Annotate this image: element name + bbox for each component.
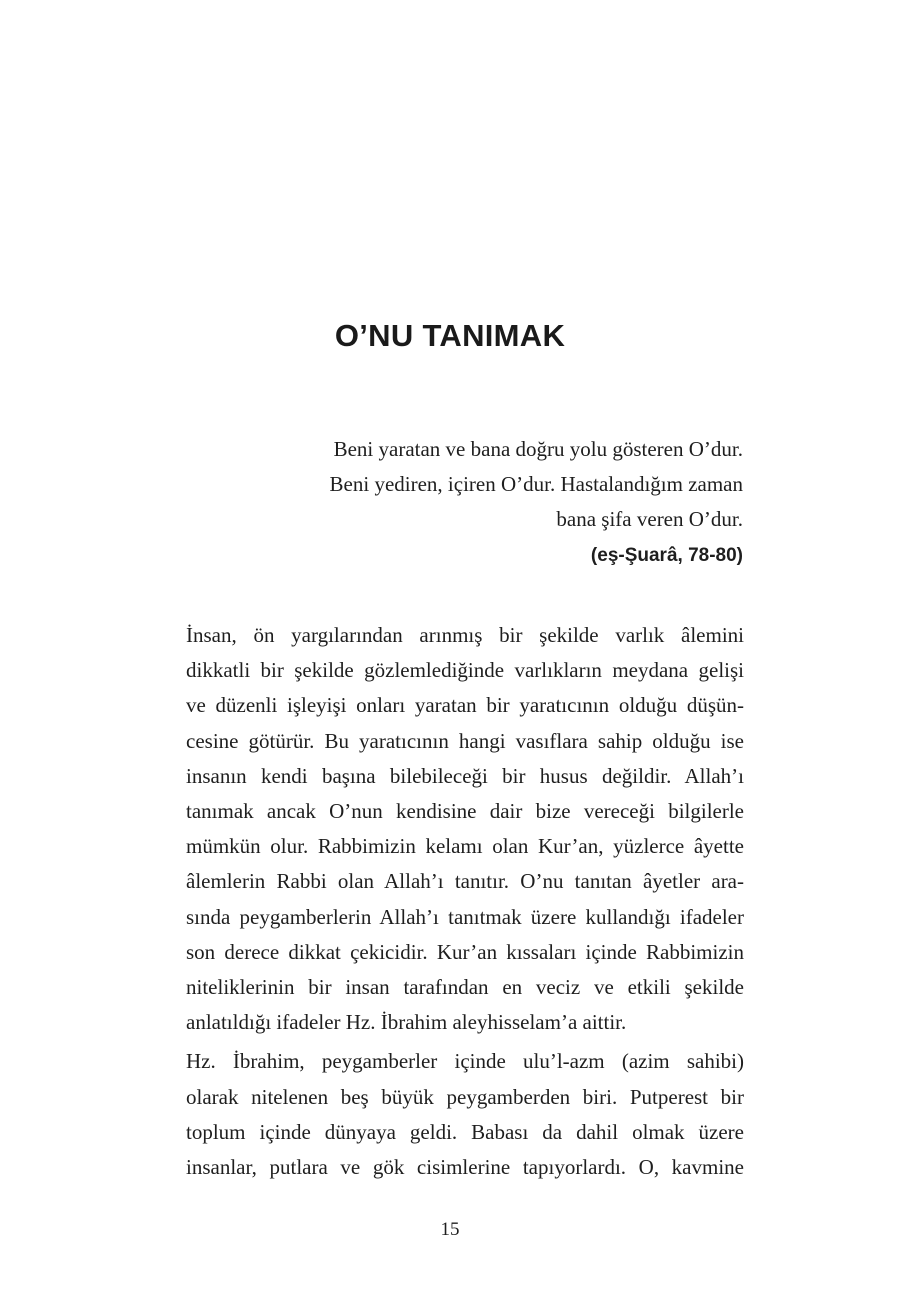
text-line: âlemlerin Rabbi olan Allah’ı tanıtır. O’nu tanıtan âyetler ara- (186, 869, 744, 894)
epigraph-source: (eş-Şuarâ, 78-80) (590, 545, 743, 566)
text-line: niteliklerinin bir insan tarafından en veciz ve etkili şekilde (186, 975, 744, 1000)
text-line: tanımak ancak O’nun kendisine dair bize vereceği bilgilerle (186, 799, 744, 824)
text-line: Hz. İbrahim, peygamberler içinde ulu’l-azm (azim sahibi) (186, 1049, 744, 1074)
text-line: anlatıldığı ifadeler Hz. İbrahim aleyhisselam’a aittir. (186, 1010, 627, 1035)
chapter-title: O’NU TANIMAK (334, 318, 566, 353)
epigraph-line: Beni yediren, içiren O’dur. Hastalandığım zaman (329, 472, 743, 496)
text-line: olarak nitelenen beş büyük peygamberden biri. Putperest bir (186, 1084, 744, 1109)
epigraph-line: bana şifa veren O’dur. (556, 507, 743, 531)
text-line: toplum içinde dünyaya geldi. Babası da dahil olmak üzere (186, 1119, 744, 1144)
body-text (157, 618, 744, 1189)
page-number: 15 (440, 1219, 460, 1240)
text-line: ve düzenli işleyişi onları yaratan bir yaratıcının olduğu düşün- (186, 693, 744, 718)
epigraph (223, 432, 743, 573)
text-line: son derece dikkat çekicidir. Kur’an kıssaları içinde Rabbimizin (186, 939, 744, 964)
text-line: İnsan, ön yargılarından arınmış bir şekilde varlık âlemini (186, 623, 744, 647)
paragraph-2 (157, 1044, 744, 1185)
text-line: cesine götürür. Bu yaratıcının hangi vasıflara sahip olduğu ise (186, 728, 744, 753)
epigraph-line: Beni yaratan ve bana doğru yolu gösteren O’dur. (333, 437, 743, 461)
text-line: insanın kendi başına bilebileceği bir husus değildir. Allah’ı (186, 763, 744, 788)
text-line: mümkün olur. Rabbimizin kelamı olan Kur’an, yüzlerce âyette (186, 834, 744, 859)
text-line: sında peygamberlerin Allah’ı tanıtmak üzere kullandığı ifadeler (186, 904, 744, 929)
text-line: dikkatli bir şekilde gözlemlediğinde varlıkların meydana gelişi (186, 658, 744, 683)
paragraph-1 (157, 618, 744, 1040)
text-line: insanlar, putlara ve gök cisimlerine tapıyorlardı. O, kavmine (186, 1155, 744, 1180)
